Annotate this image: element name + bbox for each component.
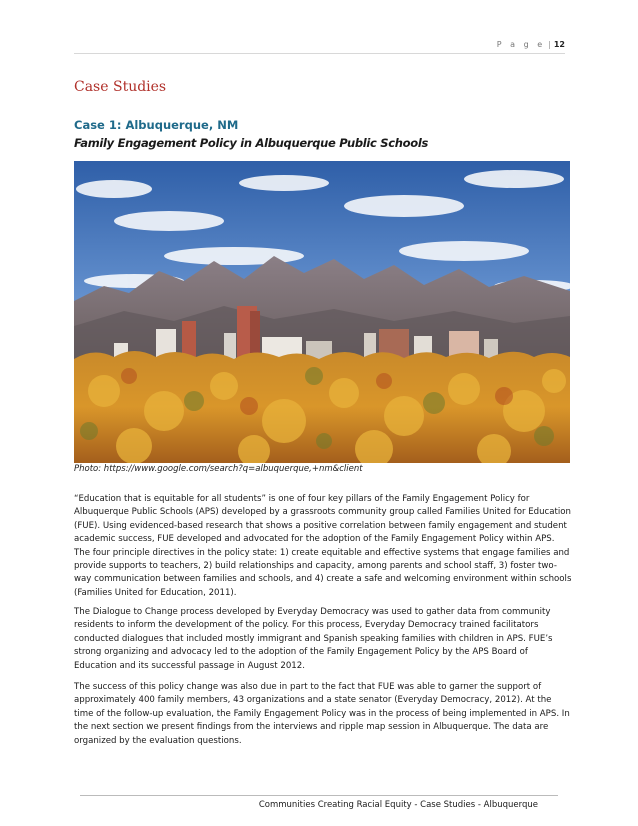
paragraph-policy-success: The success of this policy change was also due in part to the fact that FUE was able to garner the support of approximately 400 family members, 43 organizations and a state senator (Everyday Democracy, 2012). At the time of the follow-up evaluation, the Family Engagement Policy was in the process of being implemented in APS. In the next section we present findings from the interviews and ripple map session in Albuquerque. The data are organized by the evaluation questions. (74, 682, 570, 746)
case-title: Case 1: Albuquerque, NM (74, 118, 239, 132)
photo-caption: Photo: https://www.google.com/search?q=albuquerque,+nm&client (74, 464, 363, 474)
albuquerque-skyline-photo (74, 161, 570, 463)
paragraph-dialogue-process: The Dialogue to Change process developed by Everyday Democracy was used to gather data from community residents to inform the development of the policy. For this process, Everyday Democracy trained facilitators conducted dialogues that included mostly immigrant and Spanish speaking families with children in APS. FUE’s strong organizing and advocacy led to the adoption of the Family Engagement Policy by the APS Board of Education and its successful passage in August 2012. (74, 607, 553, 671)
footer-text: Communities Creating Racial Equity - Case Studies - Albuquerque (258, 800, 538, 810)
page-label: P a g e (496, 40, 546, 49)
page-separator: | (548, 40, 551, 49)
header-divider (74, 53, 565, 54)
page-number: 12 (553, 40, 565, 49)
footer-divider (80, 795, 558, 796)
case-subtitle: Family Engagement Policy in Albuquerque Public Schools (74, 136, 429, 150)
paragraph-fue-policy: “Education that is equitable for all students” is one of four key pillars of the Family Engagement Policy for Albuquerque Public Schools (APS) developed by a grassroots community group called Families United for Education (FUE). Using evidenced-based research that shows a positive correlation between family engagement and student academic success, FUE developed and advocated for the adoption of the Family Engagement Policy within APS. The four principle directives in the policy state: 1) create equitable and effective systems that engage families and provide supports to teachers, 2) build relationships and capacity, among parents and school staff, 3) foster two-way communication between families and schools, and 4) create a safe and welcoming environment within schools (Families United for Education, 2011). (74, 494, 572, 598)
section-title: Case Studies (74, 79, 167, 95)
page-header (74, 40, 565, 54)
